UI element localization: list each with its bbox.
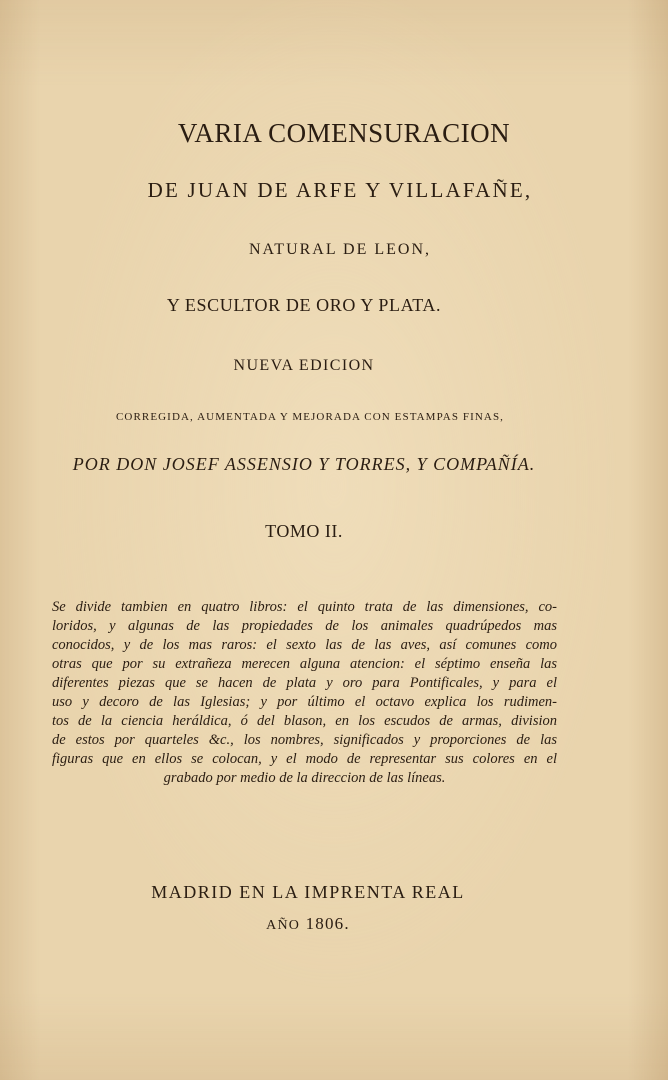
book-subtitle: DE JUAN DE ARFE Y VILLAFAÑE,	[147, 178, 533, 202]
description-line: grabado por medio de la direccion de las líneas.	[163, 770, 446, 786]
description-line: tos de la ciencia heráldica, ó del blason, en los escudos de armas, division	[52, 713, 557, 729]
description-line: de estos por quarteles &c., los nombres, significados y proporciones de las	[52, 732, 557, 748]
publisher-line: POR DON JOSEF ASSENSIO Y TORRES, Y COMPAÑÍA.	[72, 454, 536, 474]
volume-label: TOMO II.	[265, 521, 343, 541]
description-line: Se divide tambien en quatro libros: el quinto trata de las dimensiones, co-	[52, 599, 557, 615]
description-line: figuras que en ellos se colocan, y el modo de representar sus colores en el	[52, 751, 557, 767]
description-line: diferentes piezas que se hacen de plata y oro para Pontificales, y para el	[52, 675, 557, 691]
author-origin: NATURAL DE LEON,	[248, 241, 432, 258]
description-line: conocidos, y de los mas raros: el sexto las de las aves, así comunes como	[52, 637, 557, 653]
description-line: otras que por su extrañeza merecen alguna atencion: el séptimo enseña las	[52, 656, 557, 672]
imprint-year	[0, 914, 642, 934]
imprint-year-value: 1806.	[305, 914, 350, 933]
edition-label: NUEVA EDICION	[233, 357, 375, 374]
description-line: loridos, y algunas de las propiedades de los animales quadrúpedos mas	[52, 618, 557, 634]
edition-note: CORREGIDA, AUMENTADA Y MEJORADA CON ESTAMPAS FINAS,	[115, 411, 505, 423]
imprint-place: MADRID EN LA IMPRENTA REAL	[151, 882, 465, 902]
imprint-year-label: AÑO	[266, 918, 301, 933]
description-line: uso y decoro de las Iglesias; y por último el octavo explica los rudimen-	[52, 694, 557, 710]
contents-description	[52, 598, 557, 788]
author-profession: Y ESCULTOR DE ORO Y PLATA.	[166, 295, 442, 315]
book-title: VARIA COMENSURACION	[177, 118, 511, 148]
